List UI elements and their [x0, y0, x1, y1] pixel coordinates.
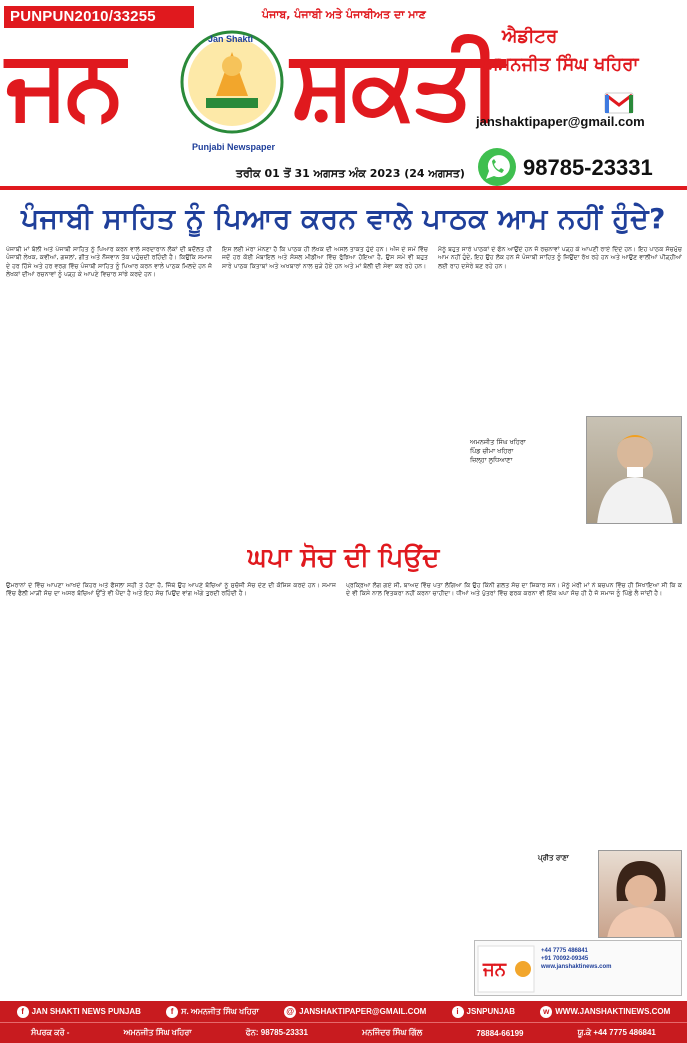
byline-photo	[598, 850, 682, 938]
footer-second-contact-phone[interactable]: 78884-66199	[476, 1028, 524, 1038]
article1-col3-text: ਮੈਨੂੰ ਬਹੁਤ ਸਾਰੇ ਪਾਠਕਾਂ ਦੇ ਫੋਨ ਆਉਂਦੇ ਹਨ ਜੋ ਰਚਨਾਵਾਂ ਪੜ੍ਹ ਕੇ ਆਪਣੀ ਰਾਏ ਦਿੰਦੇ ਹਨ। ਇਹ ਪਾਠਕ ਸੱਚਮੁੱਚ ਆਮ ਨਹੀਂ ਹੁੰਦੇ, ਇਹ ਉਹ ਲੋਕ ਹਨ ਜੋ ਪੰਜਾਬੀ ਸਾਹਿਤ ਨੂੰ ਜਿਉਂਦਾ ਰੱਖ ਰਹੇ ਹਨ ਅਤੇ ਆਉਣ ਵਾਲੀਆਂ ਪੀੜ੍ਹੀਆਂ ਲਈ ਰਾਹ ਦਸੇਰੇ ਬਣ ਰਹੇ ਹਨ।	[438, 246, 682, 270]
footer-contact-row	[0, 1022, 687, 1043]
footer-editor-phone[interactable]: ਫੋਨ: 98785-23331	[245, 1028, 308, 1037]
article1-column-1	[6, 246, 212, 534]
article1-headline: ਪੰਜਾਬੀ ਸਾਹਿਤ ਨੂੰ ਪਿਆਰ ਕਰਨ ਵਾਲੇ ਪਾਠਕ ਆਮ ਨਹੀਂ ਹੁੰਦੇ?	[21, 202, 666, 235]
footer-uk-phone[interactable]: ਯੂ.ਕੇ +44 7775 486841	[577, 1028, 656, 1037]
tagline: ਪੰਜਾਬ, ਪੰਜਾਬੀ ਅਤੇ ਪੰਜਾਬੀਅਤ ਦਾ ਮਾਣ	[262, 8, 426, 21]
globe-icon: w	[540, 1006, 552, 1018]
newspaper-name-part2: ਸ਼ਕਤੀ	[291, 28, 499, 140]
author-photo	[586, 416, 682, 524]
footer-website-label: WWW.JANSHAKTINEWS.COM	[555, 1007, 671, 1016]
article1-author	[470, 438, 526, 465]
article1-col1-text: ਪੰਜਾਬੀ ਮਾਂ ਬੋਲੀ ਅਤੇ ਪੰਜਾਬੀ ਸਾਹਿਤ ਨੂੰ ਪਿਆਰ ਕਰਨ ਵਾਲੇ ਸਰਦਾਰਾਨ ਲੋਕਾਂ ਦੀ ਬਦੌਲਤ ਹੀ ਪੰਜਾਬੀ ਲੇਖਕ, ਕਵੀਆਂ, ਗਜ਼ਲਾਂ, ਗੀਤ ਅਤੇ ਨੌਜਵਾਨ ਤੱਕ ਪਹੁੰਚਦੀ ਰਹਿੰਦੀ ਹੈ। ਕਿਉਂਕਿ ਸਮਾਜ ਦੇ ਹਰ ਹਿੱਸੇ ਅਤੇ ਹਰ ਵਰਗ ਵਿੱਚ ਪੰਜਾਬੀ ਸਾਹਿਤ ਨੂੰ ਪਿਆਰ ਕਰਨ ਵਾਲੇ ਪਾਠਕ ਮਿਲਦੇ ਹਨ ਜੋ ਲੇਖਕਾਂ ਦੀਆਂ ਰਚਨਾਵਾਂ ਨੂੰ ਪੜ੍ਹ ਕੇ ਆਪਣੇ ਵਿਚਾਰ ਸਾਂਝੇ ਕਰਦੇ ਹਨ।	[6, 246, 212, 279]
ad-contact-text	[541, 947, 611, 971]
footer-instagram-label: JSNPUNJAB	[466, 1007, 516, 1016]
article2-column-2	[346, 582, 682, 844]
article2-col2-text: ਪ੍ਰਕ੍ਰਿਆ ਲੱਗ ਗਏ ਸੀ, ਬਾਅਦ ਵਿੱਚ ਪਤਾ ਲੱਗਿਆ ਕਿ ਉਹ ਕਿੰਨੀ ਗਲਤ ਸੋਚ ਦਾ ਸ਼ਿਕਾਰ ਸਨ। ਮੈਨੂੰ ਮੇਰੀ ਮਾਂ ਨੇ ਬਚਪਨ ਵਿੱਚ ਹੀ ਸਿਖਾਇਆ ਸੀ ਕਿ ਕਦੇ ਵੀ ਕਿਸੇ ਨਾਲ ਵਿਤਕਰਾ ਨਹੀਂ ਕਰਨਾ ਚਾਹੀਦਾ। ਧੀਆਂ ਅਤੇ ਪੁੱਤਰਾਂ ਵਿੱਚ ਫਰਕ ਕਰਨਾ ਵੀ ਇੱਕ ਘਪਾ ਸੋਚ ਹੀ ਹੈ ਜੋ ਸਮਾਜ ਨੂੰ ਪਿੱਛੇ ਲੈ ਜਾਂਦੀ ਹੈ।	[346, 582, 682, 598]
whatsapp-icon	[476, 146, 518, 188]
author-name: ਅਮਨਜੀਤ ਸਿੰਘ ਖਹਿਰਾ	[470, 438, 526, 446]
article2-column-1	[6, 582, 336, 994]
ad-website: www.janshaktinews.com	[541, 964, 612, 970]
masthead	[0, 0, 687, 190]
gmail-icon	[604, 92, 634, 114]
author-city: ਜ਼ਿਲ੍ਹਾ ਲੁਧਿਆਣਾ	[470, 456, 513, 464]
email-block	[476, 92, 682, 138]
footer-second-contact-name: ਮਨਜਿੰਦਰ ਸਿੰਘ ਗਿੱਲ	[362, 1028, 423, 1037]
jan-shakti-small-logo-icon	[477, 945, 535, 993]
svg-text:ਜਨ: ਜਨ	[483, 959, 507, 980]
footer-facebook-label: JAN SHAKTI NEWS PUNJAB	[31, 1007, 141, 1016]
article1-col2-text: ਇਸ ਲਈ ਮੇਰਾ ਮੰਨਣਾ ਹੈ ਕਿ ਪਾਠਕ ਹੀ ਲੇਖਕ ਦੀ ਅਸਲ ਤਾਕਤ ਹੁੰਦੇ ਹਨ। ਅੱਜ ਦੇ ਸਮੇਂ ਵਿੱਚ ਜਦੋਂ ਹਰ ਕੋਈ ਮੋਬਾਇਲ ਅਤੇ ਸੋਸ਼ਲ ਮੀਡੀਆ ਵਿੱਚ ਰੁੱਝਿਆ ਹੋਇਆ ਹੈ, ਉਸ ਸਮੇਂ ਵੀ ਬਹੁਤ ਸਾਰੇ ਪਾਠਕ ਕਿਤਾਬਾਂ ਅਤੇ ਅਖਬਾਰਾਂ ਨਾਲ ਜੁੜੇ ਹੋਏ ਹਨ ਅਤੇ ਮਾਂ ਬੋਲੀ ਦੀ ਸੇਵਾ ਕਰ ਰਹੇ ਹਨ।	[222, 246, 428, 270]
article1-column-2	[222, 246, 428, 534]
email-icon: @	[284, 1006, 296, 1018]
masthead-divider	[0, 186, 687, 190]
logo-text-bottom: Punjabi Newspaper	[192, 142, 276, 152]
footer-website-link[interactable]	[540, 1006, 670, 1018]
article2-headline: ਘਪਾ ਸੋਚ ਦੀ ਪਿਉਂਦ	[247, 543, 440, 573]
footer	[0, 1001, 687, 1043]
footer-editor-name: ਅਮਨਜੀਤ ਸਿੰਘ ਖਹਿਰਾ	[123, 1028, 192, 1037]
article2-byline: ਪ੍ਰੀਤ ਰਾਣਾ	[538, 854, 569, 862]
logo-text-top: Jan Shakti	[208, 34, 254, 44]
newspaper-name-part1: ਜਨ	[6, 28, 121, 140]
footer-facebook-profile-link[interactable]	[166, 1006, 259, 1018]
footer-email-link[interactable]	[284, 1006, 426, 1018]
ad-phone-india: +91 70092-09345	[541, 956, 589, 962]
ad-phone-uk: +44 7775 486841	[541, 948, 588, 954]
facebook-icon: f	[166, 1006, 178, 1018]
phone-number[interactable]: 98785-23331	[523, 155, 653, 180]
footer-instagram-link[interactable]	[452, 1006, 515, 1018]
person-portrait-icon	[587, 417, 682, 524]
footer-profile-label: ਸ. ਅਮਨਜੀਤ ਸਿੰਘ ਖਹਿਰਾ	[181, 1006, 259, 1016]
woman-portrait-icon	[599, 851, 682, 938]
email-address[interactable]: janshaktipaper@gmail.com	[476, 114, 645, 129]
article2-col1-text: ਉਮਰਾਨਾਂ ਦੇ ਵਿੱਚ ਆਪਣਾ ਆਖਦੇ ਕਿਹਰ ਅਤੇ ਫੈਸਲਾ ਸਹੀ ਤੇ ਹੋਣਾ ਹੈ, ਜਿੱਥੇ ਉਹ ਆਪਣੇ ਬੱਚਿਆਂ ਨੂੰ ਸੁਚੱਜੀ ਸੋਚ ਦੇਣ ਦੀ ਕੋਸ਼ਿਸ਼ ਕਰਦੇ ਹਨ। ਸਮਾਜ ਵਿੱਚ ਫੈਲੀ ਮਾੜੀ ਸੋਚ ਦਾ ਅਸਰ ਬੱਚਿਆਂ ਉੱਤੇ ਵੀ ਪੈਂਦਾ ਹੈ ਅਤੇ ਇਹ ਸੋਚ ਪਿਉਂਦ ਵਾਂਗ ਅੱਗੇ ਤੁਰਦੀ ਰਹਿੰਦੀ ਹੈ।	[6, 582, 336, 598]
footer-social-row	[0, 1001, 687, 1022]
editor-name: ਅਮਨਜੀਤ ਸਿੰਘ ਖਹਿਰਾ	[483, 54, 639, 75]
registration-number: PUNPUN2010/33255	[4, 6, 194, 28]
footer-facebook-link[interactable]	[17, 1006, 141, 1018]
instagram-icon: i	[452, 1006, 464, 1018]
facebook-icon: f	[17, 1006, 29, 1018]
article1-column-3	[438, 246, 682, 406]
issue-date: ਤਰੀਕ 01 ਤੋਂ 31 ਅਗਸਤ ਅੰਕ 2023 (24 ਅਗਸਤ)	[236, 167, 465, 180]
footer-email-label: JANSHAKTIPAPER@GMAIL.COM	[299, 1007, 427, 1016]
author-place: ਪਿੰਡ ਚੀਮਾ ਖਹਿਰਾ	[470, 447, 514, 455]
editor-label: ਐਡੀਟਰ	[502, 26, 558, 47]
footer-contact-label: ਸੰਪਰਕ ਕਰੋ -	[31, 1028, 70, 1037]
contact-advertisement	[474, 940, 682, 996]
